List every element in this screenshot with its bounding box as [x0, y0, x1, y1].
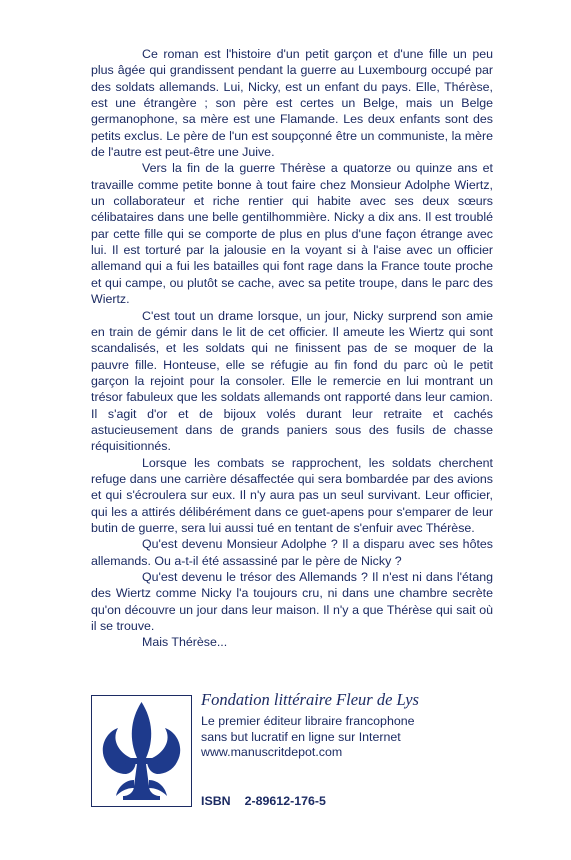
- publisher-footer: [91, 690, 493, 820]
- publisher-tagline-1: Le premier éditeur libraire francophone: [201, 714, 415, 728]
- synopsis-paragraph: Ce roman est l'histoire d'un petit garçon et d'une fille un peu plus âgée qui grandissent pendant la guerre au Luxembourg occupé par des soldats allemands. Lui, Nicky, est un enfant du pays. Elle, Thérèse, est une étrangère ; son père est certes un Belge, mais un Belge germanophone, sa mère est une Flamande. Les deux enfants sont des petits exclus. Le père de l'un est soupçonné être un communiste, la mère de l'autre est peut-être une Juive.: [91, 47, 493, 160]
- publisher-website: www.manuscritdepot.com: [201, 745, 343, 760]
- publisher-description: [201, 714, 415, 761]
- synopsis-paragraph: Mais Thérèse...: [142, 635, 228, 650]
- synopsis-paragraph: C'est tout un drame lorsque, un jour, Nicky surprend son amie en train de gémir dans le lit de cet officier. Il ameute les Wiertz qui sont scandalisés, et les soldats qui ne finissent pas de se moquer de la pauvre fille. Honteuse, elle se réfugie au fin fond du parc où le petit garçon la rejoint pour la consoler. Elle le remercie en lui montrant un trésor fabuleux que les soldats allemands ont rapporté dans leur camion. Il s'agit d'or et de bijoux volés durant leur retraite et cachés astucieusement dans de grands paniers sous des fusils de chasse réquisitionnés.: [91, 308, 493, 454]
- isbn-label: ISBN: [201, 794, 231, 808]
- publisher-tagline-2: sans but lucratif en ligne sur Internet: [201, 729, 401, 744]
- publisher-logo: [91, 695, 192, 807]
- synopsis-text: [91, 46, 493, 651]
- synopsis-paragraph: Vers la fin de la guerre Thérèse a quatorze ou quinze ans et travaille comme petite bonne à tout faire chez Monsieur Adolphe Wiertz, un collaborateur et riche rentier qui habite avec ses deux sœurs célibataires dans une belle gentilhommière. Nicky a dix ans. Il est troublé par cette fille qui se comporte de plus en plus d'une façon étrange avec lui. Il est torturé par la jalousie en la voyant si à l'aise avec un officier allemand qui a fui les batailles qui font rage dans la France toute proche et qui campe, ou plutôt se cache, avec sa petite troupe, dans le parc des Wiertz.: [91, 161, 493, 307]
- synopsis-paragraph: Lorsque les combats se rapprochent, les soldats cherchent refuge dans une carrière désaffectée qui sera bombardée par des avions et qui s'écroulera sur eux. Il n'y aura pas un seul survivant. Leur officier, qui les a attirés délibérément dans ce guet-apens pour s'emparer de leur butin de guerre, sera lui aussi tué en tentant de s'enfuir avec Thérèse.: [91, 455, 493, 535]
- synopsis-paragraph: Qu'est devenu Monsieur Adolphe ? Il a disparu avec ses hôtes allemands. Ou a-t-il été assassiné par le père de Nicky ?: [91, 537, 493, 568]
- isbn-line: [201, 794, 326, 808]
- synopsis-paragraph: Qu'est devenu le trésor des Allemands ? Il n'est ni dans l'étang des Wiertz comme Nicky l'a toujours cru, ni dans une chambre secrète qu'on découvre un jour dans leur maison. Il n'y a que Thérèse qui sait où il se trouve.: [91, 570, 493, 634]
- publisher-name: Fondation littéraire Fleur de Lys: [201, 690, 419, 709]
- isbn-value: 2-89612-176-5: [244, 794, 326, 808]
- fleur-de-lys-icon: [92, 696, 191, 806]
